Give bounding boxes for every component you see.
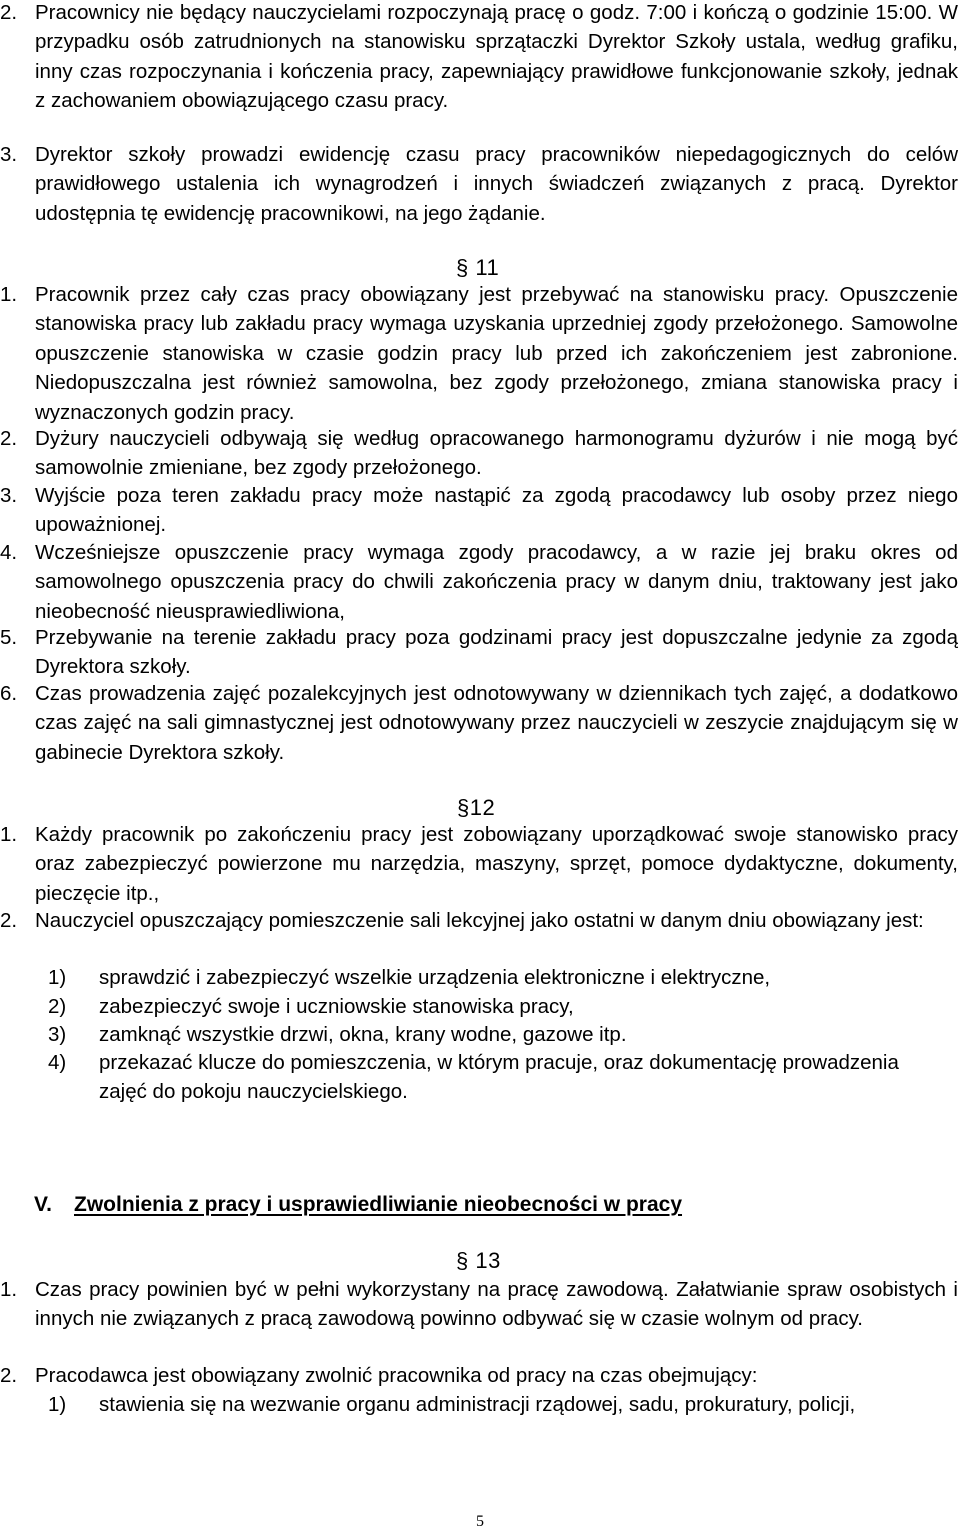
item-text: Pracodawca jest obowiązany zwolnić pracownika od pracy na czas obejmujący: (35, 1364, 758, 1387)
item-text: Każdy pracownik po zakończeniu pracy jest zobowiązany uporządkować swoje stanowisko pracy oraz zabezpieczyć powierzone mu narzędzia, maszyny, sprzęt, pomoce dydaktyczne, dokumenty, pieczęcie itp., (35, 823, 958, 905)
sub-list-item (48, 1048, 948, 1107)
section-11-heading: § 11 (456, 255, 500, 280)
chapter-heading (34, 1190, 682, 1219)
item-text: Czas pracy powinien być w pełni wykorzystany na pracę zawodową. Załatwianie spraw osobistych i innych nie związanych z pracą zawodową powinno odbywać się w czasie wolnym od pracy. (35, 1278, 958, 1331)
sub-item-number: 1) (48, 1393, 67, 1416)
sub-item-number: 1) (48, 966, 67, 989)
item-number: 5. (0, 626, 18, 649)
list-item (0, 679, 958, 767)
list-item (0, 906, 958, 935)
item-number: 6. (0, 682, 18, 705)
sub-item-text: zamknąć wszystkie drzwi, okna, krany wodne, gazowe itp. (99, 1023, 627, 1046)
item-text: Nauczyciel opuszczający pomieszczenie sali lekcyjnej jako ostatni w danym dniu obowiązany jest: (35, 909, 924, 932)
list-item (0, 140, 958, 228)
item-number: 1. (0, 1278, 18, 1301)
sub-item-number: 3) (48, 1023, 67, 1046)
sub-list-item (48, 963, 948, 992)
sub-item-text: przekazać klucze do pomieszczenia, w którym pracuje, oraz dokumentację prowadzenia zajęć do pokoju nauczycielskiego. (99, 1051, 899, 1104)
item-number: 3. (0, 484, 18, 507)
list-item (0, 623, 958, 682)
list-item (0, 1275, 958, 1334)
item-text: Dyżury nauczycieli odbywają się według opracowanego harmonogramu dyżurów i nie mogą być samowolnie zmieniane, bez zgody przełożonego. (35, 427, 958, 480)
item-text: Dyrektor szkoły prowadzi ewidencję czasu pracy pracowników niepedagogicznych do celów prawidłowego ustalenia ich wynagrodzeń i innych świadczeń związanych z pracą. Dyrektor udostępnia tę ewidencję pracownikowi, na jego żądanie. (35, 143, 958, 225)
list-item (0, 481, 958, 540)
sub-item-number: 4) (48, 1051, 67, 1074)
list-item (0, 1361, 958, 1390)
list-item (0, 0, 958, 116)
item-text: Wcześniejsze opuszczenie pracy wymaga zgody pracodawcy, a w razie jej braku okres od samowolnego opuszczenia pracy do chwili zakończenia pracy w danym dniu, traktowany jest jako nieobecność nieusprawiedliwiona, (35, 541, 958, 623)
item-text: Przebywanie na terenie zakładu pracy poza godzinami pracy jest dopuszczalne jedynie za zgodą Dyrektora szkoły. (35, 626, 958, 679)
sub-item-text: sprawdzić i zabezpieczyć wszelkie urządzenia elektroniczne i elektryczne, (99, 966, 771, 989)
sub-item-text: stawienia się na wezwanie organu administracji rządowej, sadu, prokuratury, policji, (99, 1393, 856, 1416)
item-number: 2. (0, 909, 18, 932)
item-text: Czas prowadzenia zajęć pozalekcyjnych jest odnotowywany w dziennikach tych zajęć, a dodatkowo czas zajęć na sali gimnastycznej jest odnotowywany przez nauczycieli w zeszycie znajdującym się w gabinecie Dyrektora szkoły. (35, 682, 958, 764)
sub-list-item (48, 992, 948, 1021)
section-13-heading: § 13 (456, 1248, 501, 1273)
sub-item-number: 2) (48, 995, 67, 1018)
chapter-title: Zwolnienia z pracy i usprawiedliwianie nieobecności w pracy (74, 1193, 683, 1216)
sub-list-item (48, 1390, 948, 1419)
item-number: 1. (0, 283, 18, 306)
section-12-heading: §12 (457, 795, 496, 820)
item-number: 1. (0, 823, 18, 846)
list-item (0, 424, 958, 483)
sub-list-item (48, 1020, 948, 1049)
item-text: Wyjście poza teren zakładu pracy może nastąpić za zgodą pracodawcy lub osoby przez niego upoważnionej. (35, 484, 958, 537)
page-number: 5 (476, 1513, 484, 1530)
item-number: 2. (0, 427, 18, 450)
item-text: Pracownik przez cały czas pracy obowiązany jest przebywać na stanowisku pracy. Opuszczenie stanowiska pracy lub zakładu pracy wymaga uzyskania uprzedniej zgody przełożonego. Samowolne opuszczenie stanowiska w czasie godzin pracy lub przed ich zakończeniem jest zabronione. Niedopuszczalna jest również samowolna, bez zgody przełożonego, zmiana stanowiska pracy i wyznaczonych godzin pracy. (35, 283, 958, 424)
list-item (0, 820, 958, 908)
chapter-number: V. (34, 1193, 52, 1216)
sub-item-text: zabezpieczyć swoje i uczniowskie stanowiska pracy, (99, 995, 574, 1018)
list-item (0, 280, 958, 427)
item-number: 4. (0, 541, 18, 564)
item-number: 3. (0, 143, 18, 166)
item-text: Pracownicy nie będący nauczycielami rozpoczynają pracę o godz. 7:00 i kończą o godzinie 15:00. W przypadku osób zatrudnionych na stanowisku sprzątaczki Dyrektor Szkoły ustala, według grafiku, inny czas rozpoczynania i kończenia pracy, zapewniający prawidłowe funkcjonowanie szkoły, jednak z zachowaniem obowiązującego czasu pracy. (35, 1, 958, 113)
list-item (0, 538, 958, 626)
item-number: 2. (0, 1364, 18, 1387)
item-number: 2. (0, 1, 18, 24)
